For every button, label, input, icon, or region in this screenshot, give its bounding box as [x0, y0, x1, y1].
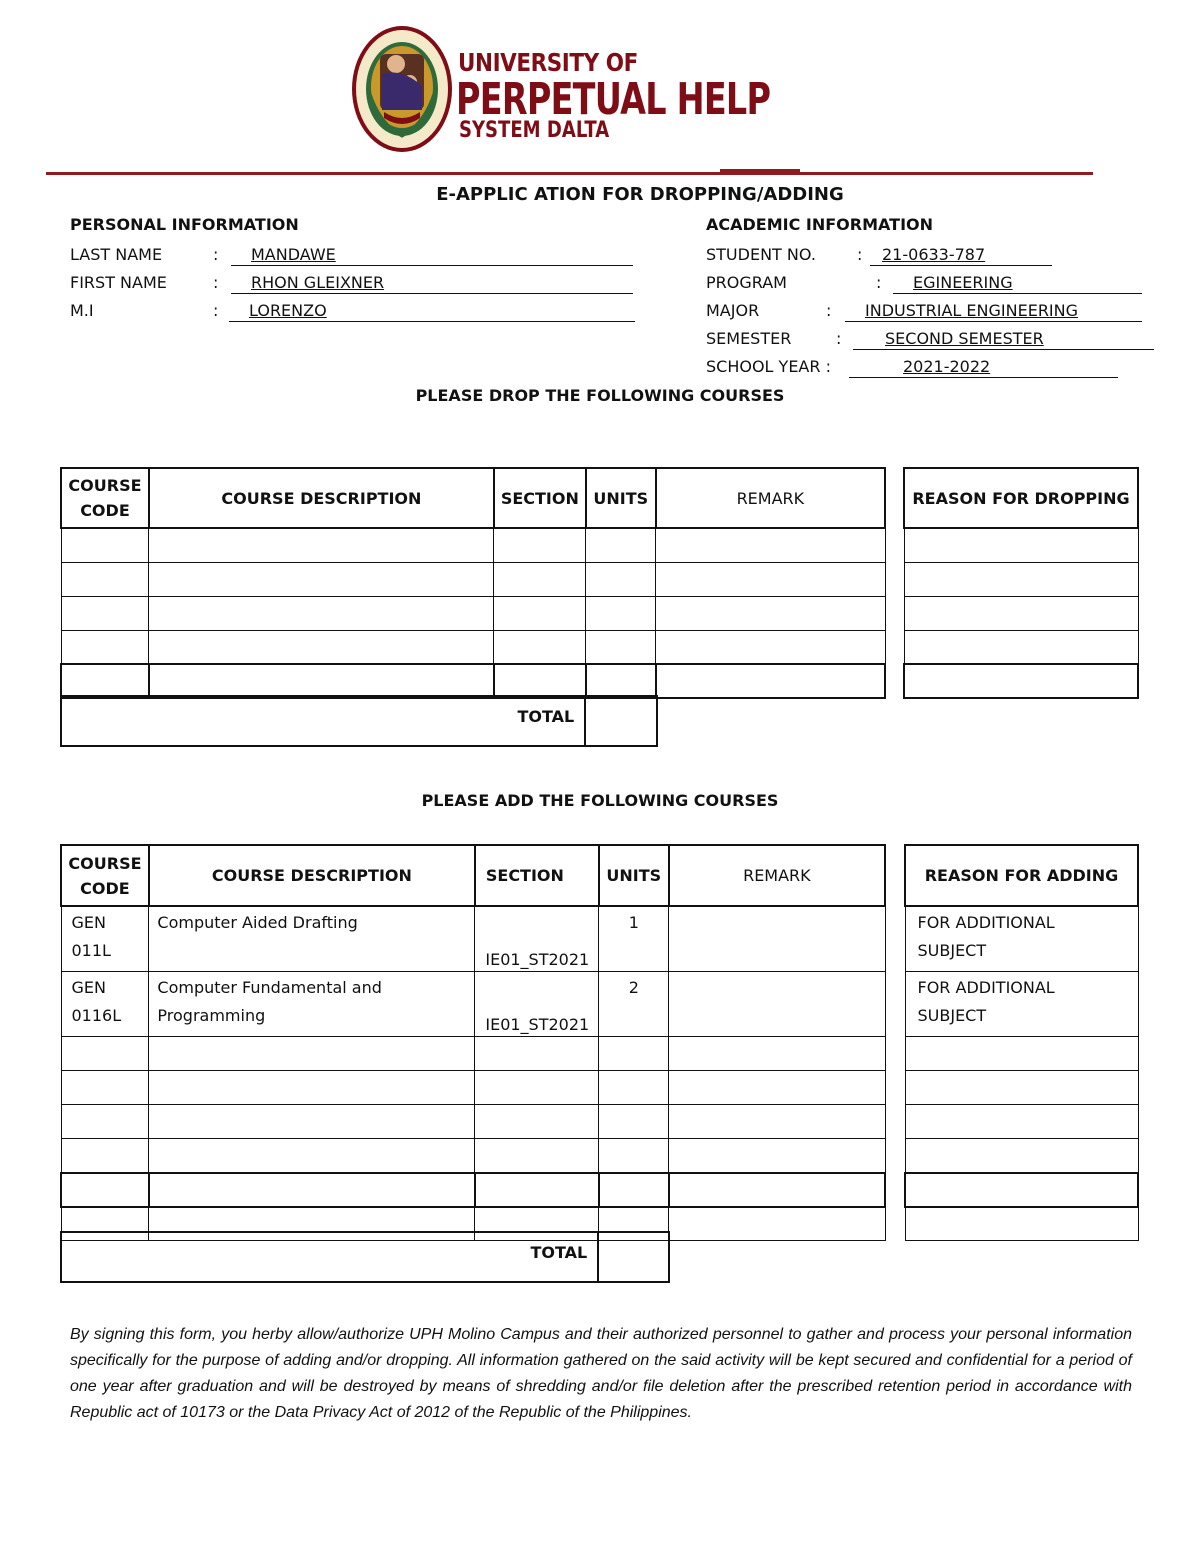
table-row [61, 1071, 885, 1105]
table-cell[interactable] [149, 664, 494, 698]
table-cell[interactable] [669, 1105, 885, 1139]
drop-col-reason: REASON FOR DROPPING [904, 468, 1138, 528]
table-cell[interactable] [599, 1139, 669, 1173]
table-row [61, 1173, 885, 1207]
drop-col-section: SECTION [494, 468, 586, 528]
table-row [61, 1105, 885, 1139]
table-cell[interactable] [656, 528, 885, 562]
brand-line-3: SYSTEM DALTA [459, 118, 610, 143]
table-cell[interactable] [494, 664, 586, 698]
semester-field[interactable] [853, 329, 1154, 350]
table-cell[interactable] [656, 630, 885, 664]
drop-courses-table [60, 467, 886, 699]
add-total-table [60, 1231, 670, 1283]
add-col-units: UNITS [599, 845, 669, 906]
table-cell[interactable] [905, 1173, 1138, 1207]
table-cell[interactable] [149, 1037, 475, 1071]
table-cell[interactable] [494, 562, 586, 596]
table-row [61, 630, 885, 664]
semester-label: SEMESTER [706, 329, 792, 348]
course-code-cell[interactable] [61, 972, 149, 1037]
reason-cell[interactable] [905, 906, 1138, 972]
course-code-cell[interactable] [61, 906, 149, 972]
program-value: EGINEERING [913, 273, 1013, 292]
header-text: CODE [80, 501, 130, 520]
units-cell[interactable]: 1 [599, 906, 669, 972]
table-cell[interactable] [61, 664, 149, 698]
table-cell[interactable] [475, 1037, 599, 1071]
student-no-field[interactable] [870, 245, 1052, 266]
last-name-label: LAST NAME [70, 245, 163, 264]
table-cell[interactable] [669, 1207, 885, 1241]
course-description-cell[interactable] [149, 906, 475, 972]
table-row [61, 972, 885, 1037]
program-field[interactable] [893, 273, 1142, 294]
table-cell[interactable] [149, 596, 494, 630]
add-reason-table [904, 844, 1139, 1241]
course-description-text: Computer Aided Drafting [157, 913, 358, 932]
drop-reason-table [903, 467, 1139, 699]
add-col-course-code [61, 845, 149, 906]
table-cell[interactable] [599, 1071, 669, 1105]
colon: : [836, 329, 842, 348]
table-cell[interactable] [494, 596, 586, 630]
table-cell[interactable] [669, 1037, 885, 1071]
section-cell[interactable]: IE01_ST2021 [475, 972, 599, 1037]
program-label: PROGRAM [706, 273, 787, 292]
table-cell[interactable] [905, 1139, 1138, 1173]
remark-cell[interactable] [669, 972, 885, 1037]
drop-total-label: TOTAL [61, 696, 585, 746]
section-cell[interactable]: IE01_ST2021 [475, 906, 599, 972]
table-cell[interactable] [61, 528, 149, 562]
colon: : [876, 273, 882, 292]
table-cell[interactable] [61, 1037, 149, 1071]
student-no-label: STUDENT NO. [706, 245, 816, 264]
table-cell[interactable] [149, 562, 494, 596]
table-cell[interactable] [905, 1105, 1138, 1139]
table-row [61, 1139, 885, 1173]
table-cell[interactable] [61, 1173, 149, 1207]
table-cell[interactable] [149, 1139, 475, 1173]
table-cell[interactable] [656, 596, 885, 630]
drop-heading: PLEASE DROP THE FOLLOWING COURSES [415, 386, 785, 405]
table-cell[interactable] [475, 1139, 599, 1173]
course-description-text: Programming [157, 1006, 266, 1025]
add-col-remark: REMARK [669, 845, 885, 906]
school-year-label: SCHOOL YEAR : [706, 357, 831, 376]
mi-field[interactable] [229, 301, 635, 322]
table-row [61, 1037, 885, 1071]
drop-col-course-code [61, 468, 149, 528]
table-row [61, 596, 885, 630]
table-row [61, 664, 885, 698]
course-code-text: 011L [71, 941, 111, 960]
table-cell[interactable] [475, 1173, 599, 1207]
add-col-section: SECTION [475, 845, 599, 906]
student-no-value: 21-0633-787 [882, 245, 986, 264]
table-cell[interactable] [904, 528, 1138, 562]
school-year-value: 2021-2022 [903, 357, 991, 376]
add-col-reason: REASON FOR ADDING [905, 845, 1138, 906]
table-cell[interactable] [61, 562, 149, 596]
personal-info-title: PERSONAL INFORMATION [70, 215, 299, 234]
remark-cell[interactable] [669, 906, 885, 972]
table-cell[interactable] [905, 1207, 1138, 1241]
table-cell[interactable] [669, 1071, 885, 1105]
course-code-text: 0116L [71, 1006, 122, 1025]
reason-text: FOR ADDITIONAL [917, 978, 1055, 997]
course-description-text: Computer Fundamental and [157, 978, 382, 997]
reason-text: SUBJECT [917, 941, 987, 960]
table-cell[interactable] [656, 664, 885, 698]
table-cell[interactable] [905, 1071, 1138, 1105]
semester-value: SECOND SEMESTER [885, 329, 1044, 348]
table-cell[interactable] [586, 562, 656, 596]
colon: : [213, 301, 219, 320]
add-heading: PLEASE ADD THE FOLLOWING COURSES [421, 791, 779, 810]
privacy-disclaimer: By signing this form, you herby allow/authorize UPH Molino Campus and their authorized personnel to gather and process your personal information specifically for the purpose of adding and/or dropping. All information gathered on the said activity will be kept secured and confidential for a period of one year after graduation and will be destroyed by means of shredding and/or file deletion after the prescribed retention period in accordance with Republic act of 10173 or the Data Privacy Act of 2012 of the Republic of the Philippines. [70, 1326, 1132, 1421]
drop-col-units: UNITS [586, 468, 656, 528]
units-cell[interactable]: 2 [599, 972, 669, 1037]
table-cell[interactable] [599, 1173, 669, 1207]
table-cell[interactable] [904, 596, 1138, 630]
table-cell[interactable] [669, 1173, 885, 1207]
colon: : [213, 273, 219, 292]
table-cell[interactable] [475, 1071, 599, 1105]
course-code-text: GEN [71, 913, 106, 932]
table-cell[interactable] [149, 1105, 475, 1139]
table-cell[interactable] [586, 664, 656, 698]
header-text: COURSE [68, 853, 142, 873]
first-name-label: FIRST NAME [70, 273, 167, 292]
table-cell[interactable] [61, 1071, 149, 1105]
add-total-value[interactable] [598, 1232, 669, 1282]
table-cell[interactable] [61, 630, 149, 664]
table-cell[interactable] [904, 562, 1138, 596]
first-name-value: RHON GLEIXNER [251, 273, 385, 292]
table-cell[interactable] [149, 1071, 475, 1105]
add-col-description: COURSE DESCRIPTION [149, 845, 475, 906]
colon: : [213, 245, 219, 264]
last-name-field[interactable] [231, 245, 633, 266]
reason-cell[interactable] [905, 972, 1138, 1037]
header-text: CODE [80, 878, 130, 898]
major-label: MAJOR [706, 301, 760, 320]
last-name-value: MANDAWE [251, 245, 336, 264]
course-description-cell[interactable] [149, 972, 475, 1037]
table-row [61, 528, 885, 562]
brand-line-2: PERPETUAL HELP [456, 74, 771, 125]
major-field[interactable] [845, 301, 1142, 322]
table-cell[interactable] [599, 1037, 669, 1071]
table-cell[interactable] [475, 1105, 599, 1139]
header-divider [46, 172, 1093, 175]
table-row [61, 906, 885, 972]
table-cell[interactable] [599, 1105, 669, 1139]
table-cell[interactable] [905, 1037, 1138, 1071]
reason-text: FOR ADDITIONAL [917, 913, 1055, 932]
table-cell[interactable] [149, 528, 494, 562]
course-code-text: GEN [71, 978, 106, 997]
major-value: INDUSTRIAL ENGINEERING [865, 301, 1079, 320]
table-cell[interactable] [669, 1139, 885, 1173]
table-row [61, 562, 885, 596]
colon: : [857, 245, 863, 264]
academic-info-title: ACADEMIC INFORMATION [706, 215, 934, 234]
table-cell[interactable] [904, 630, 1138, 664]
table-cell[interactable] [149, 1173, 475, 1207]
mi-value: LORENZO [249, 301, 327, 320]
drop-total-table [60, 695, 658, 747]
reason-text: SUBJECT [917, 1006, 987, 1025]
school-year-field[interactable] [849, 357, 1118, 378]
form-title: E-APPLIC ATION FOR DROPPING/ADDING [436, 184, 844, 205]
table-cell[interactable] [656, 562, 885, 596]
header-text: COURSE [68, 476, 142, 495]
table-cell[interactable] [494, 528, 586, 562]
table-cell[interactable] [904, 664, 1138, 698]
add-courses-table [60, 844, 886, 1241]
table-cell[interactable] [586, 630, 656, 664]
university-seal-logo [350, 24, 454, 154]
drop-col-description: COURSE DESCRIPTION [149, 468, 494, 528]
mi-label: M.I [70, 301, 94, 320]
table-cell[interactable] [149, 630, 494, 664]
first-name-field[interactable] [231, 273, 633, 294]
drop-total-value[interactable] [585, 696, 657, 746]
colon: : [826, 301, 832, 320]
table-cell[interactable] [61, 1105, 149, 1139]
table-cell[interactable] [61, 1139, 149, 1173]
add-total-label: TOTAL [61, 1232, 598, 1282]
table-cell[interactable] [61, 596, 149, 630]
table-cell[interactable] [494, 630, 586, 664]
table-cell[interactable] [586, 528, 656, 562]
drop-col-remark: REMARK [656, 468, 885, 528]
table-cell[interactable] [586, 596, 656, 630]
brand-line-1: UNIVERSITY OF [458, 48, 638, 77]
